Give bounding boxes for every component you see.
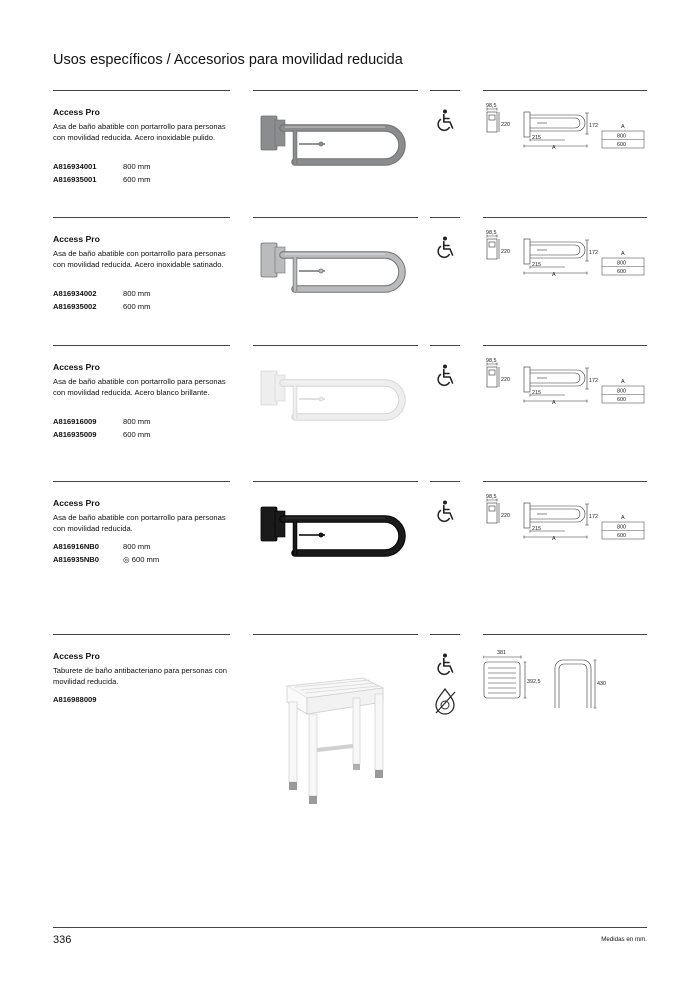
svg-text:172: 172 bbox=[589, 250, 598, 256]
product-code: A816988009 bbox=[53, 695, 97, 704]
product-size: 600 mm bbox=[123, 175, 151, 184]
divider bbox=[430, 217, 460, 218]
dimension-drawing bbox=[483, 358, 648, 413]
divider bbox=[483, 481, 647, 482]
svg-text:A: A bbox=[552, 145, 556, 151]
product-codes bbox=[53, 287, 150, 313]
svg-text:A: A bbox=[552, 536, 556, 542]
svg-text:800: 800 bbox=[617, 260, 626, 267]
footer-divider bbox=[53, 927, 647, 928]
svg-text:98,5: 98,5 bbox=[486, 358, 497, 364]
svg-text:98,5: 98,5 bbox=[486, 230, 497, 236]
page-number: 336 bbox=[53, 934, 72, 946]
product-image bbox=[255, 104, 415, 209]
divider bbox=[483, 634, 647, 635]
product-codes bbox=[53, 415, 150, 441]
product-image bbox=[255, 658, 395, 813]
product-description: Asa de baño abatible con portarrollo para personas con movilidad reducida. Acero blanco brillante. bbox=[53, 377, 226, 397]
svg-text:600: 600 bbox=[617, 533, 626, 539]
divider bbox=[430, 345, 460, 346]
code-line bbox=[53, 160, 150, 173]
divider bbox=[53, 481, 230, 482]
product-codes bbox=[53, 540, 159, 566]
svg-text:215: 215 bbox=[532, 135, 541, 141]
code-line bbox=[53, 300, 150, 313]
dimension-drawing bbox=[483, 230, 648, 285]
product-size: 800 mm bbox=[123, 417, 151, 426]
code-line bbox=[53, 540, 159, 553]
marker: ◎ bbox=[123, 555, 132, 564]
wheelchair-icon bbox=[430, 361, 460, 391]
product-code: A816935002 bbox=[53, 302, 97, 311]
code-line bbox=[53, 428, 150, 441]
product-name: Access Pro bbox=[53, 651, 100, 661]
svg-text:215: 215 bbox=[532, 390, 541, 396]
wheelchair-icon bbox=[430, 106, 460, 136]
product-size: 800 mm bbox=[123, 289, 151, 298]
divider bbox=[53, 634, 230, 635]
svg-text:430: 430 bbox=[597, 681, 606, 687]
svg-text:A: A bbox=[621, 124, 625, 130]
product-name: Access Pro bbox=[53, 498, 100, 508]
divider bbox=[430, 481, 460, 482]
product-description: Asa de baño abatible con portarrollo para personas con movilidad reducida. bbox=[53, 513, 226, 533]
svg-text:600: 600 bbox=[617, 269, 626, 275]
divider bbox=[483, 345, 647, 346]
product-image bbox=[255, 495, 415, 600]
product-name: Access Pro bbox=[53, 107, 100, 117]
svg-text:215: 215 bbox=[532, 262, 541, 268]
svg-text:172: 172 bbox=[589, 123, 598, 129]
product-code: A816916NB0 bbox=[53, 542, 100, 551]
divider bbox=[253, 481, 418, 482]
divider bbox=[253, 345, 418, 346]
divider bbox=[253, 90, 418, 91]
svg-text:220: 220 bbox=[501, 122, 510, 128]
svg-text:98,5: 98,5 bbox=[486, 494, 497, 500]
product-name: Access Pro bbox=[53, 362, 100, 372]
svg-text:A: A bbox=[621, 379, 625, 385]
product-code: A816935009 bbox=[53, 430, 97, 439]
divider bbox=[483, 217, 647, 218]
footer-note: Medidas en mm. bbox=[601, 936, 647, 943]
svg-text:A: A bbox=[621, 251, 625, 257]
dimension-drawing bbox=[483, 103, 648, 158]
svg-text:220: 220 bbox=[501, 513, 510, 519]
svg-text:A: A bbox=[552, 272, 556, 278]
divider bbox=[53, 345, 230, 346]
product-image bbox=[255, 359, 415, 464]
divider bbox=[253, 217, 418, 218]
code-line bbox=[53, 287, 150, 300]
code-line bbox=[53, 173, 150, 186]
svg-text:600: 600 bbox=[617, 397, 626, 403]
svg-text:800: 800 bbox=[617, 133, 626, 140]
product-size: 600 mm bbox=[123, 302, 151, 311]
svg-text:215: 215 bbox=[532, 526, 541, 532]
product-description: Asa de baño abatible con portarrollo para personas con movilidad reducida. Acero inoxidable pulido. bbox=[53, 122, 226, 142]
divider bbox=[53, 90, 230, 91]
divider bbox=[430, 634, 460, 635]
product-code: A816934001 bbox=[53, 162, 97, 171]
product-codes bbox=[53, 693, 123, 706]
code-line bbox=[53, 415, 150, 428]
product-size: 800 mm bbox=[123, 542, 151, 551]
product-codes bbox=[53, 160, 150, 186]
svg-text:800: 800 bbox=[617, 388, 626, 395]
svg-text:800: 800 bbox=[617, 524, 626, 531]
product-size: 600 mm bbox=[123, 430, 151, 439]
product-size: 600 mm bbox=[131, 555, 160, 564]
divider bbox=[53, 217, 230, 218]
product-description: Asa de baño abatible con portarrollo para personas con movilidad reducida. Acero inoxidable satinado. bbox=[53, 249, 226, 269]
divider bbox=[253, 634, 418, 635]
divider bbox=[430, 90, 460, 91]
svg-text:172: 172 bbox=[589, 378, 598, 384]
svg-text:172: 172 bbox=[589, 514, 598, 520]
divider bbox=[483, 90, 647, 91]
wheelchair-icon bbox=[430, 497, 460, 527]
product-name: Access Pro bbox=[53, 234, 100, 244]
code-line bbox=[53, 553, 159, 566]
svg-text:98,5: 98,5 bbox=[486, 103, 497, 109]
product-size: 800 mm bbox=[123, 162, 151, 171]
product-code: A816935NB0 bbox=[53, 555, 100, 564]
svg-text:220: 220 bbox=[501, 249, 510, 255]
no-bacteria-icon bbox=[430, 686, 460, 716]
svg-text:220: 220 bbox=[501, 377, 510, 383]
svg-text:392,5: 392,5 bbox=[527, 679, 541, 685]
product-code: A816916009 bbox=[53, 417, 97, 426]
wheelchair-icon bbox=[430, 650, 460, 680]
product-description: Taburete de baño antibacteriano para personas con movilidad reducida. bbox=[53, 666, 227, 686]
wheelchair-icon bbox=[430, 233, 460, 263]
product-image bbox=[255, 231, 415, 336]
product-code: A816934002 bbox=[53, 289, 97, 298]
dimension-drawing bbox=[483, 494, 648, 549]
product-code: A816935001 bbox=[53, 175, 97, 184]
svg-text:381: 381 bbox=[497, 650, 506, 656]
page-title: Usos específicos / Accesorios para movilidad reducida bbox=[53, 52, 403, 68]
code-line bbox=[53, 693, 123, 706]
svg-text:A: A bbox=[552, 400, 556, 406]
svg-text:A: A bbox=[621, 515, 625, 521]
dimension-drawing bbox=[483, 648, 648, 715]
svg-text:600: 600 bbox=[617, 142, 626, 148]
